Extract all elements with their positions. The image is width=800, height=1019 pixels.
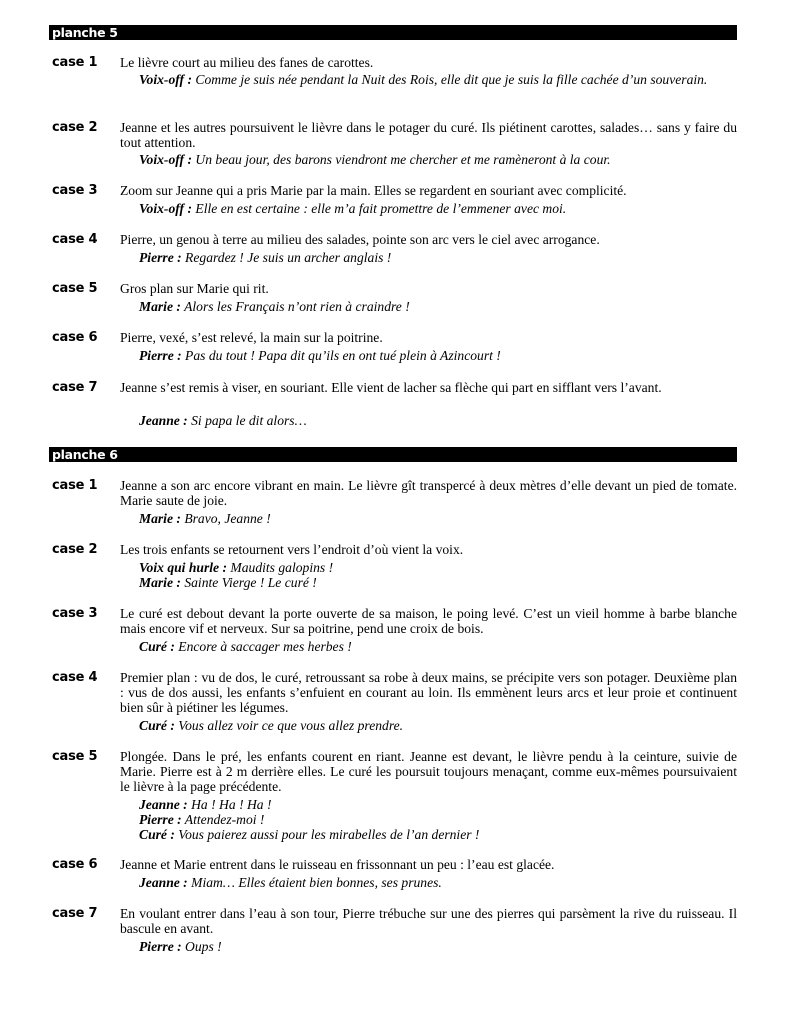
case-label: case 5 xyxy=(52,281,98,296)
case-description: Jeanne et les autres poursuivent le lièvre dans le potager du curé. Ils piétinent carottes, salades… sans y faire du tout attention. xyxy=(120,120,737,150)
dialogue-block xyxy=(139,939,737,954)
speaker-name: Voix-off : xyxy=(139,201,192,216)
case-label: case 3 xyxy=(52,183,98,198)
speaker-name: Pierre : xyxy=(139,250,182,265)
dialogue-line xyxy=(139,560,737,575)
dialogue-line xyxy=(139,575,737,590)
dialogue-text: Vous paierez aussi pour les mirabelles de l’an dernier ! xyxy=(174,827,480,842)
dialogue-text: Maudits galopins ! xyxy=(227,560,334,575)
dialogue-text: Sainte Vierge ! Le curé ! xyxy=(180,575,317,590)
dialogue-line xyxy=(139,201,737,216)
speaker-name: Pierre : xyxy=(139,812,182,827)
speaker-name: Marie : xyxy=(139,511,181,526)
case-description: Les trois enfants se retournent vers l’endroit d’où vient la voix. xyxy=(120,542,464,557)
case-label: case 2 xyxy=(52,542,98,557)
dialogue-line xyxy=(139,812,737,827)
dialogue-text: Oups ! xyxy=(181,939,222,954)
case-label: case 7 xyxy=(52,380,98,395)
dialogue-text: Comme je suis née pendant la Nuit des Rois, elle dit que je suis la fille cachée d’un souverain. xyxy=(192,72,708,87)
dialogue-block xyxy=(139,250,737,265)
dialogue-line xyxy=(139,152,737,167)
speaker-name: Voix qui hurle : xyxy=(139,560,228,575)
dialogue-text: Regardez ! Je suis un archer anglais ! xyxy=(181,250,392,265)
dialogue-block xyxy=(139,72,737,87)
dialogue-block xyxy=(139,560,737,590)
case-description: Le lièvre court au milieu des fanes de carottes. xyxy=(120,55,374,70)
case-label: case 7 xyxy=(52,906,98,921)
dialogue-text: Ha ! Ha ! Ha ! xyxy=(187,797,272,812)
case-description: En voulant entrer dans l’eau à son tour, Pierre trébuche sur une des pierres qui parsèment la rive du ruisseau. Il bascule en avant. xyxy=(120,906,737,936)
case-label: case 4 xyxy=(52,670,98,685)
speaker-name: Marie : xyxy=(139,299,181,314)
dialogue-line xyxy=(139,718,737,733)
speaker-name: Curé : xyxy=(139,827,175,842)
speaker-name: Voix-off : xyxy=(139,152,192,167)
case-label: case 6 xyxy=(52,330,98,345)
case-label: case 1 xyxy=(52,55,98,70)
dialogue-line xyxy=(139,939,737,954)
speaker-name: Pierre : xyxy=(139,939,182,954)
dialogue-line xyxy=(139,72,737,87)
dialogue-line xyxy=(139,797,737,812)
dialogue-block xyxy=(139,413,737,428)
planche-header: planche 6 xyxy=(49,447,737,462)
speaker-name: Curé : xyxy=(139,718,175,733)
case-description: Zoom sur Jeanne qui a pris Marie par la main. Elles se regardent en souriant avec complicité. xyxy=(120,183,627,198)
dialogue-text: Elle en est certaine : elle m’a fait promettre de l’emmener avec moi. xyxy=(192,201,567,216)
speaker-name: Jeanne : xyxy=(139,413,188,428)
planche-header: planche 5 xyxy=(49,25,737,40)
case-label: case 3 xyxy=(52,606,98,621)
dialogue-text: Vous allez voir ce que vous allez prendre. xyxy=(174,718,404,733)
speaker-name: Voix-off : xyxy=(139,72,192,87)
case-label: case 6 xyxy=(52,857,98,872)
dialogue-line xyxy=(139,827,737,842)
case-label: case 2 xyxy=(52,120,98,135)
case-description: Jeanne s’est remis à viser, en souriant. Elle vient de lacher sa flèche qui part en sifflant vers l’avant. xyxy=(120,380,662,395)
speaker-name: Jeanne : xyxy=(139,875,188,890)
dialogue-block xyxy=(139,152,737,167)
dialogue-text: Pas du tout ! Papa dit qu’ils en ont tué plein à Azincourt ! xyxy=(181,348,501,363)
case-label: case 5 xyxy=(52,749,98,764)
dialogue-line xyxy=(139,250,737,265)
case-description: Pierre, un genou à terre au milieu des salades, pointe son arc vers le ciel avec arrogance. xyxy=(120,232,600,247)
case-label: case 4 xyxy=(52,232,98,247)
dialogue-text: Un beau jour, des barons viendront me chercher et me ramèneront à la cour. xyxy=(192,152,611,167)
case-description: Le curé est debout devant la porte ouverte de sa maison, le poing levé. C’est un vieil homme à barbe blanche mais encore vif et nerveux. Sur sa poitrine, pend une croix de bois. xyxy=(120,606,737,636)
dialogue-text: Bravo, Jeanne ! xyxy=(180,511,271,526)
dialogue-line xyxy=(139,639,737,654)
speaker-name: Pierre : xyxy=(139,348,182,363)
case-description: Pierre, vexé, s’est relevé, la main sur la poitrine. xyxy=(120,330,383,345)
dialogue-line xyxy=(139,413,737,428)
case-label: case 1 xyxy=(52,478,98,493)
dialogue-block xyxy=(139,299,737,314)
dialogue-block xyxy=(139,348,737,363)
speaker-name: Marie : xyxy=(139,575,181,590)
dialogue-block xyxy=(139,718,737,733)
dialogue-line xyxy=(139,348,737,363)
case-description: Jeanne a son arc encore vibrant en main. Le lièvre gît transpercé à deux mètres d’elle devant un pied de tomate. Marie saute de joie. xyxy=(120,478,737,508)
dialogue-text: Si papa le dit alors… xyxy=(187,413,307,428)
dialogue-text: Attendez-moi ! xyxy=(181,812,265,827)
dialogue-block xyxy=(139,797,737,842)
dialogue-block xyxy=(139,201,737,216)
dialogue-text: Miam… Elles étaient bien bonnes, ses prunes. xyxy=(187,875,442,890)
case-description: Jeanne et Marie entrent dans le ruisseau en frissonnant un peu : l’eau est glacée. xyxy=(120,857,555,872)
dialogue-block xyxy=(139,875,737,890)
dialogue-line xyxy=(139,511,737,526)
case-description: Gros plan sur Marie qui rit. xyxy=(120,281,269,296)
dialogue-line xyxy=(139,299,737,314)
speaker-name: Curé : xyxy=(139,639,175,654)
case-description: Premier plan : vu de dos, le curé, retroussant sa robe à deux mains, se précipite vers son potager. Deuxième plan : vus de dos aussi, les enfants s’enfuient en courant au loin. Ils emmènent leurs arcs et leur proie et continuent bien sûr à piétiner les légumes. xyxy=(120,670,737,715)
case-description: Plongée. Dans le pré, les enfants courent en riant. Jeanne est devant, le lièvre pendu à la ceinture, suivie de Marie. Pierre est à 2 m derrière elles. Le curé les poursuit toujours menaçant, comme eux-mêmes poursuivaient le lièvre à la page précédente. xyxy=(120,749,737,794)
dialogue-text: Encore à saccager mes herbes ! xyxy=(174,639,352,654)
dialogue-block xyxy=(139,639,737,654)
dialogue-block xyxy=(139,511,737,526)
dialogue-line xyxy=(139,875,737,890)
dialogue-text: Alors les Français n’ont rien à craindre ! xyxy=(180,299,410,314)
speaker-name: Jeanne : xyxy=(139,797,188,812)
